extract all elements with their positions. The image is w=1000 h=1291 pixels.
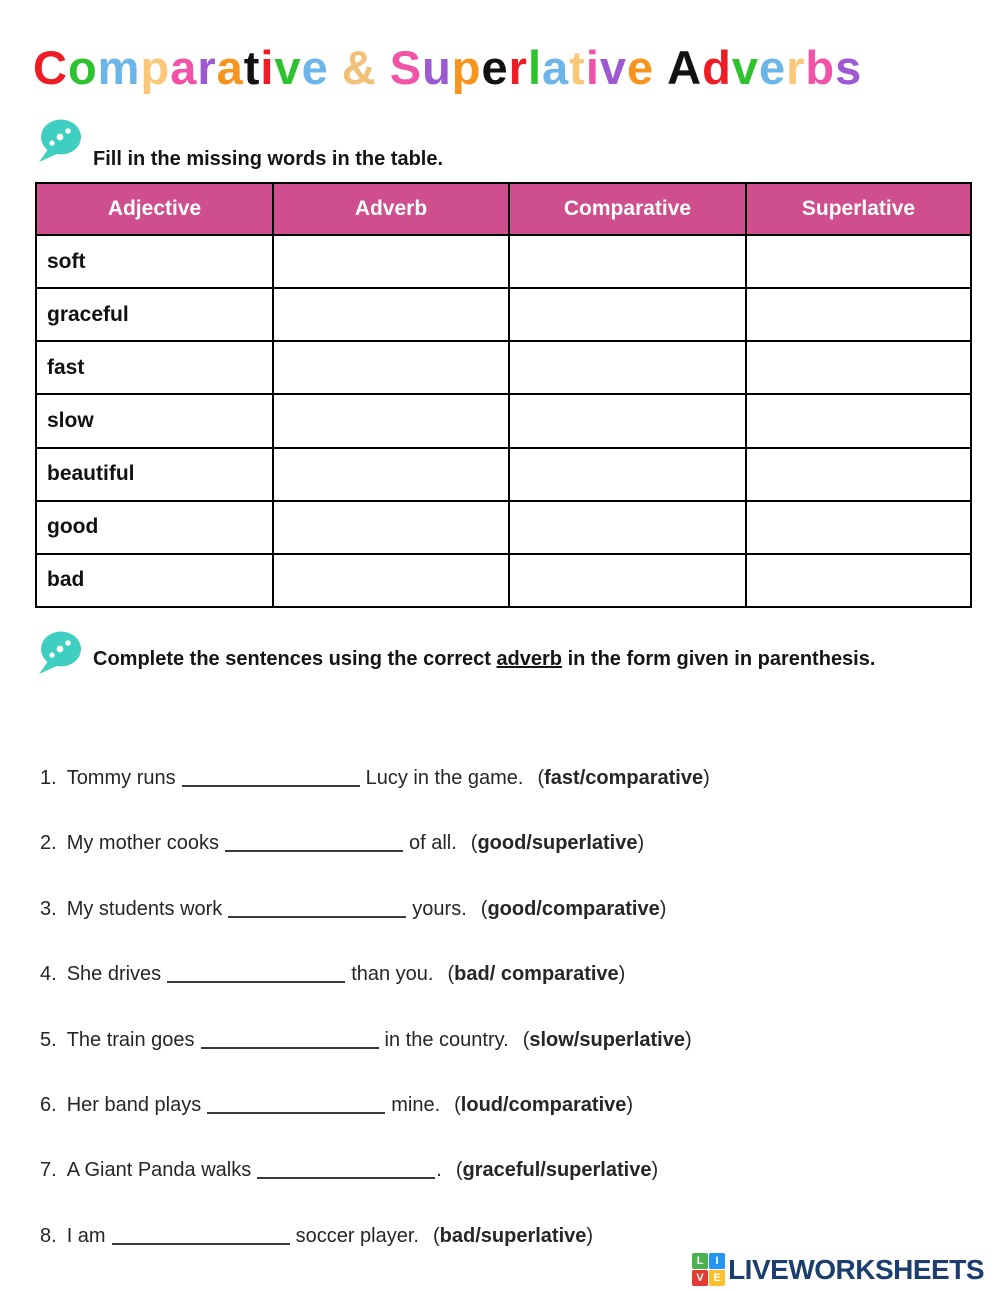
title-letter: m	[97, 41, 141, 94]
table-row	[36, 288, 971, 341]
sentence-number: 1.	[40, 767, 57, 789]
title-letter: S	[389, 41, 423, 94]
hint-text: (good/comparative)	[480, 897, 667, 920]
instruction-1-text: Fill in the missing words in the table.	[93, 148, 444, 170]
table-row	[36, 235, 971, 288]
instruction-2-post: in the form given in parenthesis.	[562, 648, 876, 670]
sentence-text-before: Her band plays	[66, 1093, 202, 1116]
sentence-text-after: in the country.	[384, 1028, 509, 1051]
sentence-text-before: A Giant Panda walks	[66, 1159, 252, 1182]
sentence-text-after: soccer player.	[295, 1224, 419, 1247]
title-letter: l	[527, 41, 543, 94]
adjective-cell: soft	[36, 235, 273, 288]
answer-cell[interactable]	[273, 501, 509, 554]
sentence-text-before: My students work	[66, 897, 223, 920]
logo-tile: E	[709, 1270, 725, 1286]
sentence-text-before: I am	[66, 1224, 106, 1247]
logo-tile: I	[709, 1253, 725, 1269]
sentence-number: 2.	[40, 832, 57, 855]
title-letter: p	[140, 41, 171, 94]
title-letter: i	[585, 41, 600, 94]
title-letter: t	[243, 41, 261, 94]
logo-tile: L	[692, 1253, 708, 1269]
table-row	[36, 501, 971, 554]
sentence	[40, 959, 970, 1024]
table-header-row	[36, 183, 971, 235]
sentence	[40, 1025, 970, 1090]
answer-cell[interactable]	[746, 235, 971, 288]
hint-text: (bad/superlative)	[432, 1224, 594, 1247]
logo-tile: V	[692, 1270, 708, 1286]
page-title	[33, 40, 973, 95]
title-letter: &	[341, 41, 377, 94]
table-header-cell: Adjective	[36, 183, 273, 235]
title-letter: e	[481, 41, 509, 94]
answer-blank[interactable]	[228, 898, 406, 918]
sentence-number: 6.	[40, 1093, 57, 1116]
title-letter: v	[731, 41, 759, 94]
answer-blank[interactable]	[182, 767, 360, 787]
answer-cell[interactable]	[509, 501, 746, 554]
answer-cell[interactable]	[746, 288, 971, 341]
answer-cell[interactable]	[273, 341, 509, 394]
adjective-cell: graceful	[36, 288, 273, 341]
sentence-list	[40, 763, 970, 1286]
adjective-cell: fast	[36, 341, 273, 394]
liveworksheets-logo[interactable]	[692, 1253, 984, 1286]
sentence-text-after: than you.	[351, 963, 434, 986]
answer-cell[interactable]	[509, 235, 746, 288]
hint-text: (loud/comparative)	[454, 1093, 634, 1116]
title-letter: a	[542, 41, 570, 94]
table-row	[36, 554, 971, 607]
answer-cell[interactable]	[509, 288, 746, 341]
table-body	[36, 235, 971, 607]
title-letter: a	[216, 41, 244, 94]
title-letter: s	[835, 41, 863, 94]
answer-cell[interactable]	[509, 554, 746, 607]
title-letter: e	[301, 41, 329, 94]
hint-text: (fast/comparative)	[537, 767, 710, 789]
answer-cell[interactable]	[746, 554, 971, 607]
table-header-cell: Superlative	[746, 183, 971, 235]
instruction-2-underlined-word: adverb	[496, 648, 563, 670]
answer-cell[interactable]	[746, 341, 971, 394]
title-letter: v	[599, 41, 628, 94]
sentence	[40, 1155, 970, 1220]
title-letter: u	[422, 41, 452, 94]
title-letter: p	[451, 41, 482, 94]
answer-cell[interactable]	[746, 448, 971, 501]
answer-blank[interactable]	[201, 1029, 379, 1049]
sentence-text-before: Tommy runs	[66, 767, 176, 789]
answer-cell[interactable]	[509, 394, 746, 447]
title-letter: e	[758, 41, 787, 94]
answer-cell[interactable]	[273, 554, 509, 607]
sentence-number: 4.	[40, 963, 57, 986]
answer-cell[interactable]	[273, 448, 509, 501]
answer-cell[interactable]	[746, 501, 971, 554]
liveworksheets-logo-text: LIVEWORKSHEETS	[728, 1253, 984, 1285]
adjective-cell: beautiful	[36, 448, 273, 501]
adverb-forms-table	[35, 182, 972, 608]
answer-cell[interactable]	[273, 235, 509, 288]
table-row	[36, 341, 971, 394]
answer-blank[interactable]	[167, 963, 345, 983]
sentence-text-after: .	[436, 1159, 442, 1182]
title-letter: v	[274, 41, 302, 94]
sentence-text-before: The train goes	[66, 1028, 195, 1051]
speech-bubble-icon	[35, 630, 85, 676]
table-header-cell: Adverb	[273, 183, 509, 235]
title-letter: a	[170, 41, 198, 94]
title-letter: e	[627, 41, 655, 94]
title-letter: r	[508, 41, 528, 94]
instruction-2-pre: Complete the sentences using the correct	[93, 648, 497, 670]
answer-cell[interactable]	[273, 394, 509, 447]
title-letter: o	[67, 41, 98, 94]
answer-blank[interactable]	[225, 832, 403, 852]
answer-blank[interactable]	[112, 1225, 290, 1245]
hint-text: (graceful/superlative)	[455, 1159, 659, 1182]
sentence-text-after: Lucy in the game.	[365, 767, 524, 789]
adjective-cell: slow	[36, 394, 273, 447]
hint-text: (slow/superlative)	[522, 1028, 692, 1051]
sentence-number: 8.	[40, 1224, 57, 1247]
adjective-cell: good	[36, 501, 273, 554]
title-letter: r	[197, 41, 217, 94]
answer-blank[interactable]	[207, 1094, 385, 1114]
answer-cell[interactable]	[746, 394, 971, 447]
answer-cell[interactable]	[509, 448, 746, 501]
sentence-number: 7.	[40, 1159, 57, 1182]
hint-text: (good/superlative)	[470, 832, 645, 855]
sentence-number: 3.	[40, 897, 57, 920]
title-letter: r	[786, 41, 806, 94]
sentence-number: 5.	[40, 1028, 57, 1051]
sentence	[40, 1090, 970, 1155]
instruction-1	[35, 118, 945, 176]
sentence-text-after: of all.	[408, 832, 457, 855]
liveworksheets-grid-icon	[692, 1253, 725, 1286]
answer-blank[interactable]	[257, 1159, 435, 1179]
title-letter: t	[569, 41, 586, 94]
table-row	[36, 394, 971, 447]
title-letter: i	[260, 41, 275, 94]
sentence-text-before: She drives	[66, 963, 162, 986]
answer-cell[interactable]	[509, 341, 746, 394]
adjective-cell: bad	[36, 554, 273, 607]
table-row	[36, 448, 971, 501]
sentence-text-after: yours.	[412, 897, 467, 920]
hint-text: (bad/ comparative)	[447, 963, 626, 986]
title-letter: d	[702, 41, 732, 94]
sentence	[40, 763, 970, 828]
title-letter: b	[805, 41, 836, 94]
sentence-text-before: My mother cooks	[66, 832, 219, 855]
sentence-text-after: mine.	[391, 1093, 441, 1116]
title-letter: A	[667, 41, 703, 94]
sentence	[40, 828, 970, 893]
instruction-2-text	[35, 630, 945, 676]
table-header-cell: Comparative	[509, 183, 746, 235]
speech-bubble-icon	[35, 118, 85, 164]
sentence	[40, 894, 970, 959]
title-letter: C	[33, 41, 68, 94]
answer-cell[interactable]	[273, 288, 509, 341]
instruction-2	[35, 630, 945, 676]
